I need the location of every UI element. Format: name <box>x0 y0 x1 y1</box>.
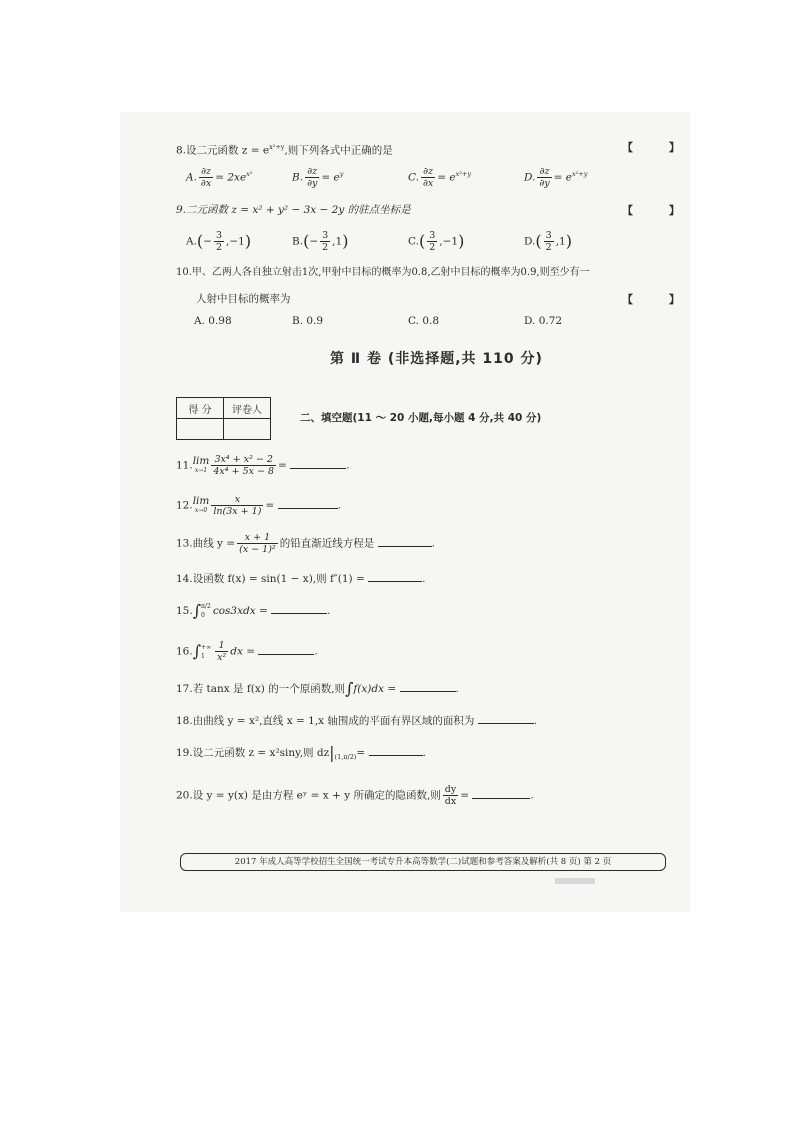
q9-stem: 9.二元函数 z = x² + y² − 3x − 2y 的驻点坐标是 <box>176 204 411 216</box>
q11: 11. lim x→1 $\frac{\text{3x⁴ + x² − 2}}{\text{4x⁴ + 5x − 8}}$ = . <box>176 454 350 477</box>
score-cell <box>177 419 224 440</box>
q16: 16.∫ +∞ 1 $\frac{1}{\text{x²}}$ dx = . <box>176 640 318 663</box>
q15-answer-blank[interactable] <box>271 613 327 614</box>
q15: 15.∫ π/2 0 cos3xdx = . <box>176 601 331 620</box>
q10-option-d: D. 0.72 <box>524 315 563 327</box>
q8-answer-bracket: 【 】 <box>622 141 696 154</box>
q9-answer-bracket: 【 】 <box>622 204 696 217</box>
q18: 18.由曲线 y = x²,直线 x = 1,x 轴围成的平面有界区域的面积为 . <box>176 715 538 727</box>
q8-option-c: C. $\frac{\partial z}{\partial x}$ = $e^{x^2+y}$ <box>408 166 472 189</box>
integral-sign: ∫ <box>345 679 354 698</box>
q9-option-a: A.(− $\frac{3}{2}$ ,−1) <box>186 230 252 253</box>
q19-answer-blank[interactable] <box>369 755 423 756</box>
q19: 19.设二元函数 z = x²siny,则 $dz|_{(1,\pi/2)}=$ . <box>176 743 426 762</box>
q11-answer-blank[interactable] <box>290 468 346 469</box>
integral-sign: ∫ <box>192 601 202 620</box>
q9-option-d: D.( $\frac{3}{2}$ ,1) <box>524 230 572 253</box>
q13-answer-blank[interactable] <box>378 546 432 547</box>
q16-answer-blank[interactable] <box>258 654 314 655</box>
q10-option-a: A. 0.98 <box>194 315 232 327</box>
q8-option-b: B. $\frac{\partial z}{\partial y}$ = $e^y$ <box>292 166 344 189</box>
q20: 20.设 y = y(x) 是由方程 eʸ = x + y 所确定的隐函数,则 $\frac{dy}{dx}$ = . <box>176 784 534 807</box>
grader-cell <box>224 419 271 440</box>
q14-answer-blank[interactable] <box>368 581 422 582</box>
q8-option-a: A. $\frac{\partial z}{\partial x}$ = $2xe^{x^2}$ <box>186 166 253 189</box>
q12: 12. lim x→0 $\frac{x}{\ln(3x + 1)}$ = . <box>176 494 341 517</box>
q8-stem: 8.设二元函数 $z = e^{x^2+y}$,则下列各式中正确的是 <box>176 143 393 157</box>
page-footer: 2017 年成人高等学校招生全国统一考试专升本高等数学(二)试题和参考答案及解析(共 8 页) 第 2 页 <box>180 853 666 871</box>
score-table <box>176 397 271 440</box>
q10-answer-bracket: 【 】 <box>622 293 696 306</box>
q18-answer-blank[interactable] <box>478 723 534 724</box>
evaluation-bar: | <box>329 743 335 762</box>
q10-option-c: C. 0.8 <box>408 315 440 327</box>
q8-option-d: D. $\frac{\partial z}{\partial y}$ = $e^{x^2+y}$ <box>524 166 588 189</box>
q10-stem-line1: 10.甲、乙两人各自独立射击1次,甲射中目标的概率为0.8,乙射中目标的概率为0.9,则至少有一 <box>176 267 590 278</box>
section-title: 第 Ⅱ 卷 (非选择题,共 110 分) <box>330 351 543 367</box>
q14: 14.设函数 f(x) = sin(1 − x),则 f″(1) = . <box>176 573 426 585</box>
integral-sign: ∫ <box>192 641 202 661</box>
scan-smudge <box>555 878 595 884</box>
grader-header: 评卷人 <box>224 398 271 419</box>
q17: 17.若 tanx 是 f(x) 的一个原函数,则∫f(x)dx = . <box>176 679 459 698</box>
score-header: 得 分 <box>177 398 224 419</box>
q13: 13.曲线 y = $\frac{x + 1}{\text{(x − 1)²}}$ 的铅直渐近线方程是 . <box>176 532 435 555</box>
q20-answer-blank[interactable] <box>472 798 530 799</box>
fill-in-section-title: 二、填空题(11 ～ 20 小题,每小题 4 分,共 40 分) <box>300 412 542 424</box>
q10-option-b: B. 0.9 <box>292 315 324 327</box>
q9-option-b: B.(− $\frac{3}{2}$ ,1) <box>292 230 349 253</box>
q10-stem-line2: 人射中目标的概率为 <box>196 293 291 305</box>
q9-option-c: C.( $\frac{3}{2}$ ,−1) <box>408 230 465 253</box>
q12-answer-blank[interactable] <box>278 508 338 509</box>
q17-answer-blank[interactable] <box>400 691 456 692</box>
